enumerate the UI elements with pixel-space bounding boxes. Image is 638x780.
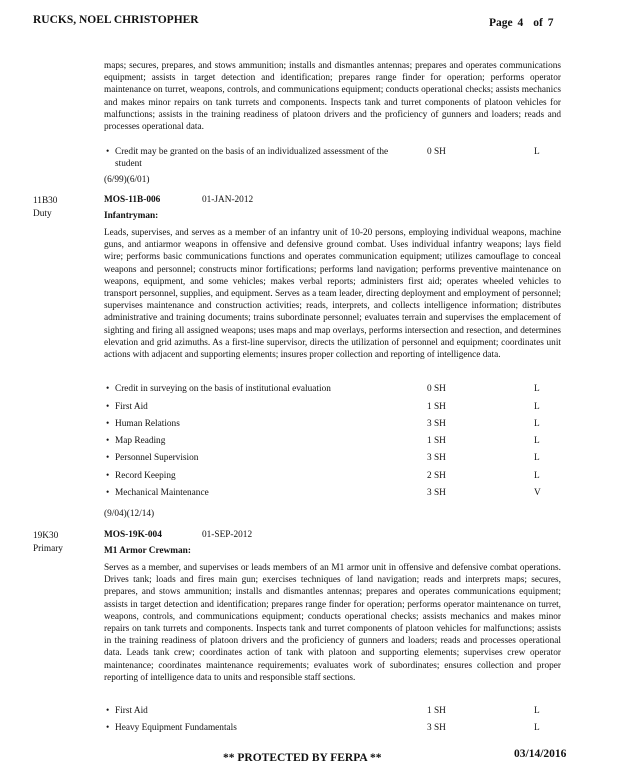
mos-title: M1 Armor Crewman: — [104, 546, 191, 556]
credit-level: V — [534, 488, 541, 498]
mos-date: 01-SEP-2012 — [202, 530, 253, 540]
credit-hours: 3 SH — [427, 723, 446, 733]
mos-code: MOS-11B-006 — [104, 195, 161, 205]
credit-hours: 1 SH — [427, 436, 446, 446]
credit-level: L — [534, 419, 540, 429]
bullet: • — [106, 453, 110, 463]
credit-row — [104, 146, 564, 172]
occupation-side-label — [33, 530, 63, 555]
credit-level: L — [534, 384, 540, 394]
page-number: Page 4 — [489, 17, 524, 29]
credit-level: L — [534, 471, 540, 481]
credit-description: Personnel Supervision — [115, 453, 199, 463]
bullet: • — [106, 706, 110, 716]
evaluation-dates: (6/99)(6/01) — [104, 175, 150, 185]
bullet: • — [106, 419, 110, 429]
credit-hours: 3 SH — [427, 453, 446, 463]
credit-level: L — [534, 147, 540, 157]
credit-description: Record Keeping — [115, 471, 176, 481]
credit-level: L — [534, 706, 540, 716]
credit-description: First Aid — [115, 706, 148, 716]
credit-hours: 1 SH — [427, 706, 446, 716]
mos-description: Leads, supervises, and serves as a member of an infantry unit of 10-20 persons, employing individual weapons, machine guns, and antiarmor weapons in offensive and defensive ground combat. Uses individual infantry weapons; lays field wire; performs basic communications functions and operates communication equipment; utilizes camouflage to conceal weapons and personnel; constructs minor fortifications; performs land navigation; performs preventive maintenance on weapons, equipment, and some vehicles; makes verbal reports; administers first aid; operates wheeled vehicles to transport personnel, supplies, and equipment. Serves as a team leader, directing deployment and employment of personnel; supervises maintenance and construction activities; reads, interprets, and collects intelligence information; distributes administrative and training documents; trains subordinate personnel; evaluates terrain and supervises the emplacement of sighting and firing all assigned weapons; uses maps and map overlays, performs intersection and resection, and determines elevation and grid azimuths. As a first-line supervisor, directs the utilization of personnel and equipment; coordinates unit actions with adjacent and supporting elements; insures proper collection and reporting of intelligence data. — [104, 228, 561, 361]
credit-hours: 0 SH — [427, 147, 446, 157]
mos-header — [104, 530, 253, 540]
credit-description: Heavy Equipment Fundamentals — [115, 723, 237, 733]
course-description-continued: maps; secures, prepares, and stows ammunition; installs and dismantles antennas; prepares and operates communications equipment; assists in target detection and identification; prepares range finder for operation; performs operator maintenance on turret, weapons, controls, and communications equipment; conducts operational checks; assists mechanics and makes minor repairs on tank turrets and components. Inspects tank and turret components of platoon vehicles for malfunctions; assists in the training readiness of platoon drivers and the proficiency of gunners and loaders; reads and processes operational data. — [104, 61, 561, 133]
occupation-type: Primary — [33, 543, 63, 554]
occupation-side-label — [33, 195, 57, 220]
credit-hours: 1 SH — [427, 402, 446, 412]
bullet: • — [106, 723, 110, 733]
mos-header — [104, 195, 254, 205]
occupation-code: 19K30 — [33, 531, 59, 541]
credit-description: Credit in surveying on the basis of institutional evaluation — [115, 384, 331, 394]
bullet: • — [106, 436, 110, 446]
bullet: • — [106, 488, 110, 498]
bullet: • — [106, 384, 110, 394]
credit-level: L — [534, 723, 540, 733]
bullet: • — [106, 147, 110, 157]
mos-date: 01-JAN-2012 — [202, 195, 254, 205]
bullet: • — [106, 402, 110, 412]
credit-level: L — [534, 453, 540, 463]
page-indicator — [489, 17, 553, 29]
credit-description: Map Reading — [115, 436, 166, 446]
occupation-type: Duty — [33, 208, 52, 219]
student-name: RUCKS, NOEL CHRISTOPHER — [33, 14, 199, 26]
evaluation-dates: (9/04)(12/14) — [104, 509, 155, 519]
credit-level: L — [534, 436, 540, 446]
credit-description: Credit may be granted on the basis of an individualized assessment of the student — [115, 147, 389, 170]
ferpa-notice: ** PROTECTED BY FERPA ** — [223, 752, 382, 764]
mos-title: Infantryman: — [104, 211, 159, 221]
credit-description: First Aid — [115, 402, 148, 412]
credit-hours: 0 SH — [427, 384, 446, 394]
bullet: • — [106, 471, 110, 481]
credit-level: L — [534, 402, 540, 412]
credit-hours: 3 SH — [427, 419, 446, 429]
occupation-code: 11B30 — [33, 196, 58, 206]
mos-description: Serves as a member, and supervises or leads members of an M1 armor unit in offensive and defensive combat operations. Drives tank; loads and fires main gun; exercises techniques of land navigation; reads and interprets maps; secures, prepares, and stows ammunition; installs and dismantles antennas; prepares and operates communications equipment; assists in target detection and identification; prepares range finder for operation; performs operator maintenance on turret, weapons, controls, and communications equipment; conducts operational checks; assists mechanics and makes minor repairs on tank turrets and components. Inspects tank and turret components of platoon vehicles for malfunctions; assists in the training readiness of platoon drivers and the proficiency of gunners and loaders; reads and processes operational data. Leads tank crew; coordinates action of tank with platoon and supporting elements; supervises crew operator maintenance; coordinates maintenance requirements; evaluates work of subordinates; ensures collection and proper reporting of intelligence data to units and responsible staff sections. — [104, 563, 561, 683]
page-total: of 7 — [533, 17, 554, 29]
print-date: 03/14/2016 — [514, 748, 567, 760]
credit-hours: 3 SH — [427, 488, 446, 498]
credit-hours: 2 SH — [427, 471, 446, 481]
credit-description: Mechanical Maintenance — [115, 488, 209, 498]
credit-description: Human Relations — [115, 419, 180, 429]
mos-code: MOS-19K-004 — [104, 530, 162, 540]
